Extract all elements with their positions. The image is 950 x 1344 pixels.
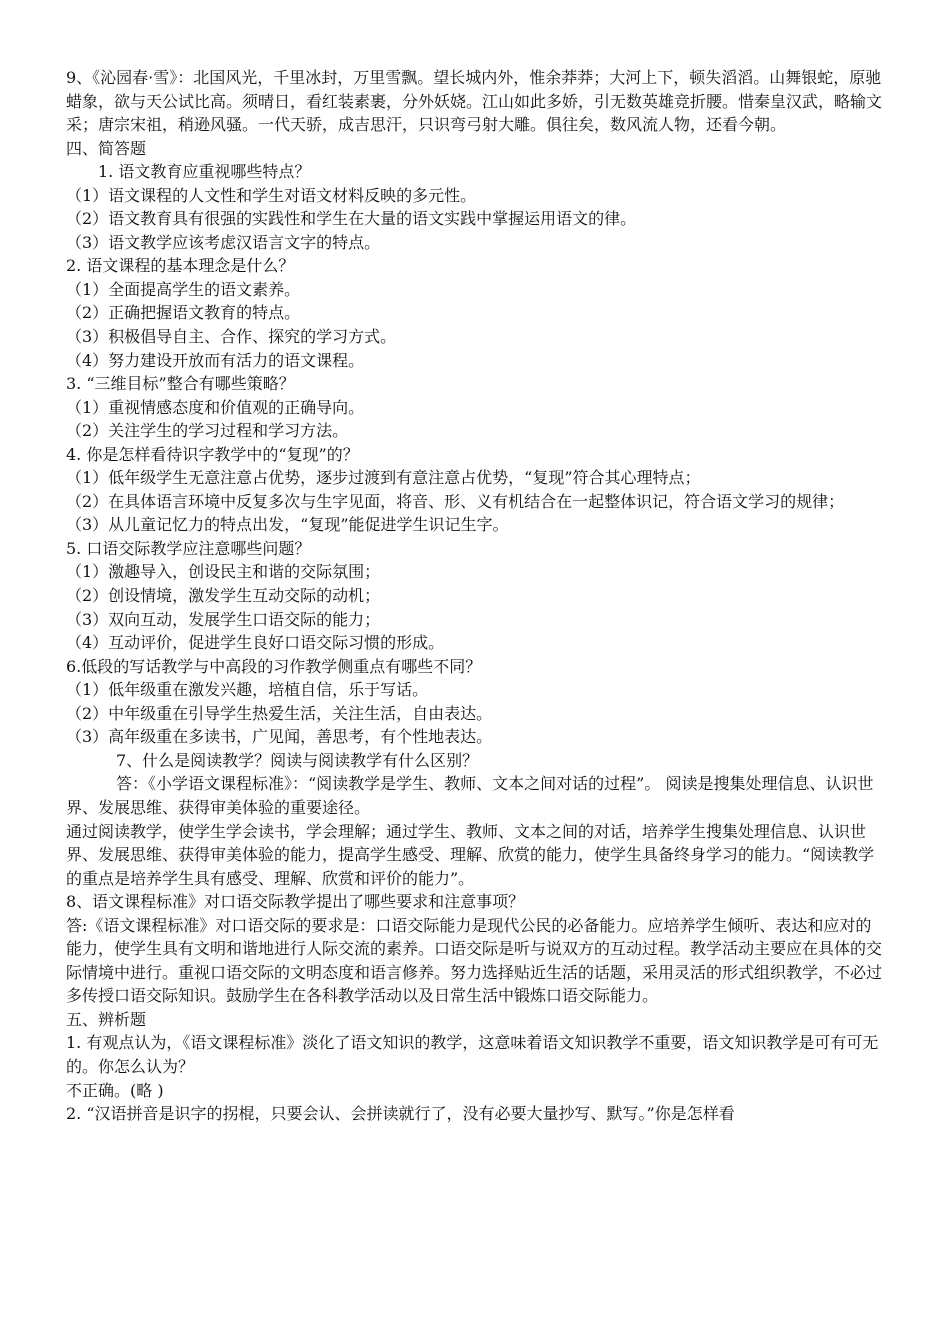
question-8: 8、语文课程标准》对口语交际教学提出了哪些要求和注意事项？: [66, 892, 525, 912]
question-1: 1. 语文教育应重视哪些特点？: [98, 162, 311, 182]
answer-item: （2）创设情境，激发学生互动交际的动机；: [66, 586, 381, 606]
answer-item: （1）全面提高学生的语文素养。: [66, 279, 301, 299]
answer-item: （1）重视情感态度和价值观的正确导向。: [66, 397, 365, 417]
answer-paragraph: 答:《语文课程标准》对口语交际的要求是：口语交际能力是现代公民的必备能力。应培养学生倾听、表达和应对的能力，使学生具有文明和谐地进行人际交流的素养。口语交际是听与说双方的互动过程。教学活动主要应在具体的交际情境中进行。重视口语交际的文明态度和语言修养。努力选择贴近生活的话题，采用灵活的形式组织教学，不必过多传授口语交际知识。鼓励学生在各科教学活动以及日常生活中锻炼口语交际能力。: [66, 915, 883, 1006]
section-heading-analysis: 五、辨析题: [66, 1009, 147, 1029]
answer-paragraph: 通过阅读教学，使学生学会读书，学会理解；通过学生、教师、文本之间的对话，培养学生搜集处理信息、认识世界、发展思维、获得审美体验的能力，提高学生感受、理解、欣赏的能力，使学生具备终身学习的能力。“阅读教学的重点是培养学生具有感受、理解、欣赏和评价的能力”。: [66, 821, 875, 888]
answer-item: （3）积极倡导自主、合作、探究的学习方式。: [66, 327, 397, 347]
section-heading-short-answer: 四、简答题: [66, 138, 147, 158]
answer-item: （1）激趣导入，创设民主和谐的交际氛围；: [66, 562, 381, 582]
discussion-question-2: 2. “汉语拼音是识字的拐棍，只要会认、会拼读就行了，没有必要大量抄写、默写。”你是怎样看: [66, 1104, 735, 1124]
answer-item: （3）双向互动，发展学生口语交际的能力；: [66, 609, 381, 629]
question-7: 7、什么是阅读教学？阅读与阅读教学有什么区别？: [116, 750, 479, 770]
answer-item: （2）关注学生的学习过程和学习方法。: [66, 421, 349, 441]
answer-item: （4）努力建设开放而有活力的语文课程。: [66, 350, 365, 370]
answer-item: （2）语文教育具有很强的实践性和学生在大量的语文实践中掌握运用语文的律。: [66, 209, 637, 229]
answer-item: （3）语文教学应该考虑汉语言文字的特点。: [66, 232, 381, 252]
discussion-question-1: 1. 有观点认为，《语文课程标准》淡化了语文知识的教学，这意味着语文知识教学不重要，语文知识教学是可有可无的。你怎么认为？: [66, 1033, 879, 1076]
answer-item: （2）在具体语言环境中反复多次与生字见面，将音、形、义有机结合在一起整体识记，符合语文学习的规律；: [66, 491, 845, 511]
question-5: 5. 口语交际教学应注意哪些问题？: [66, 538, 311, 558]
answer-item: （3）从儿童记忆力的特点出发，“复现”能促进学生识记生字。: [66, 515, 509, 535]
answer-item: （1）低年级学生无意注意占优势，逐步过渡到有意注意占优势，“复现”符合其心理特点；: [66, 468, 701, 488]
answer-item: （1）语文课程的人文性和学生对语文材料反映的多元性。: [66, 185, 477, 205]
question-3: 3. “三维目标”整合有哪些策略？: [66, 374, 295, 394]
answer-paragraph: 答：《小学语文课程标准》：“阅读教学是学生、教师、文本之间对话的过程”。 阅读是搜集处理信息、认识世界、发展思维、获得审美体验的重要途径。: [66, 774, 874, 817]
question-4: 4. 你是怎样看待识字教学中的“复现”的？: [66, 444, 359, 464]
poem-paragraph: 9、《沁园春·雪》：北国风光，千里冰封，万里雪飘。望长城内外，惟余莽莽；大河上下，顿失滔滔。山舞银蛇，原驰蜡象，欲与天公试比高。须晴日，看红装素裹，分外妖娆。江山如此多娇，引无数英雄竞折腰。惜秦皇汉武，略输文采；唐宗宋祖，稍逊风骚。一代天骄，成吉思汗，只识弯弓射大雕。俱往矣，数风流人物，还看今朝。: [66, 68, 883, 135]
question-2: 2. 语文课程的基本理念是什么？: [66, 256, 295, 276]
answer-item: （2）中年级重在引导学生热爱生活，关注生活，自由表达。: [66, 703, 493, 723]
answer-item: （4）互动评价，促进学生良好口语交际习惯的形成。: [66, 633, 445, 653]
answer-item: （1）低年级重在激发兴趣，培植自信，乐于写话。: [66, 680, 429, 700]
answer-item: （2）正确把握语文教育的特点。: [66, 303, 301, 323]
discussion-answer-1: 不正确。(略 ): [66, 1080, 164, 1100]
question-6: 6.低段的写话教学与中高段的习作教学侧重点有哪些不同？: [66, 656, 482, 676]
answer-item: （3）高年级重在多读书，广见闻，善思考，有个性地表达。: [66, 727, 493, 747]
